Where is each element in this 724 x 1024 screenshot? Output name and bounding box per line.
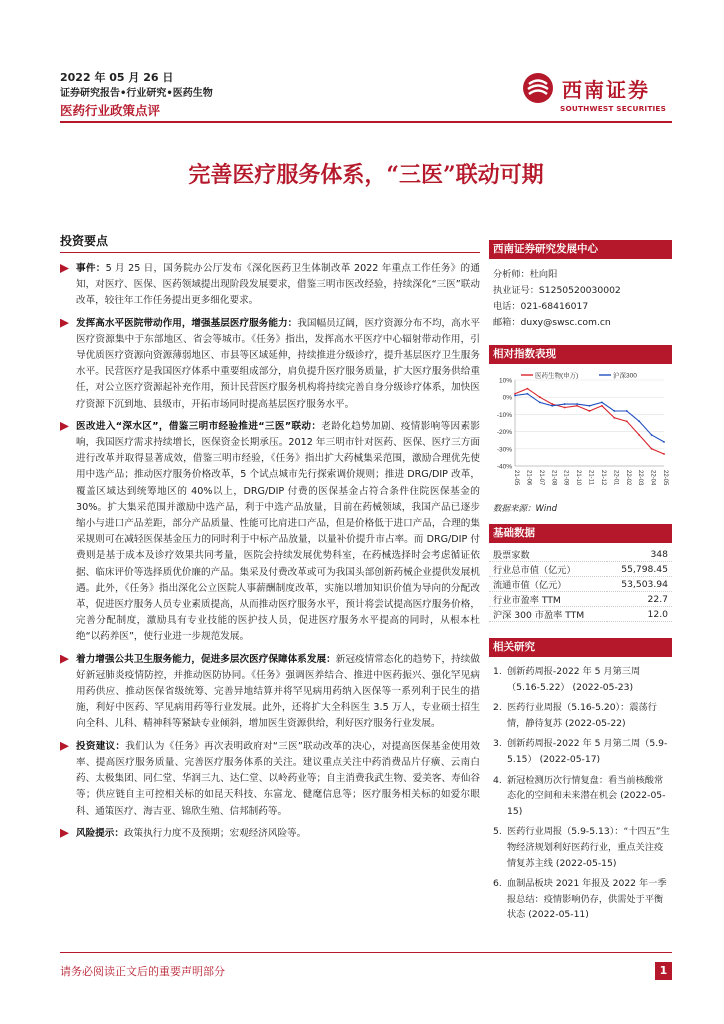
summary-paragraph [60, 826, 480, 842]
related-item-text: 新冠检测历次行情复盘：看当前核酸常态化的空间和未来潜在机会 (2022-05-15) [507, 774, 666, 817]
x-tick-label: 21-08 [550, 470, 557, 486]
row-label: 流通市值（亿元） [489, 577, 607, 592]
chart-heading: 相对指数表现 [489, 345, 672, 364]
company-logo [522, 70, 672, 122]
data-point [613, 410, 615, 412]
data-point [651, 434, 653, 436]
bullet-icon [60, 829, 69, 838]
related-item-number: 1. [493, 666, 502, 677]
report-date: 2022 年 05 月 26 日 [60, 71, 174, 84]
data-point [651, 448, 653, 450]
report-type: 医药行业政策点评 [60, 103, 161, 118]
row-value: 22.7 [607, 592, 672, 607]
related-item[interactable] [493, 773, 672, 820]
relative-index-chart [489, 370, 672, 498]
x-tick-label: 21-10 [575, 470, 582, 486]
footer-disclaimer[interactable]: 请务必阅读正文后的重要声明部分 [60, 965, 225, 978]
series-line [515, 394, 664, 442]
paragraph-text: 5 月 25 日，国务院办公厅发布《深化医药卫生体制改革 2022 年重点工作任务》的通知，对医疗、医保、医药领域提出现阶段发展要求，借鉴三明市医改经验，持续深化“三医”联动改革，较往年工作任务提出更多细化要求。 [76, 263, 480, 307]
row-value: 53,503.94 [607, 577, 672, 592]
data-point [564, 407, 566, 409]
row-value: 55,798.45 [607, 562, 672, 577]
summary-paragraph [60, 316, 480, 413]
data-point [601, 405, 603, 407]
legend-label: 医药生物(申万) [535, 372, 579, 380]
bullet-icon [60, 319, 69, 328]
x-tick-label: 21-05 [513, 470, 519, 486]
logo-text-cn: 西南证券 [562, 78, 650, 102]
research-center-heading: 西南证券研究发展中心 [489, 240, 672, 259]
related-research-heading: 相关研究 [489, 638, 672, 657]
y-tick-label: -20% [496, 429, 512, 437]
table-row [489, 592, 672, 607]
data-point [576, 405, 578, 407]
x-tick-label: 21-06 [525, 470, 532, 486]
investment-summary [60, 232, 480, 848]
analyst-phone: 电话：021-68416017 [493, 301, 589, 312]
x-tick-label: 22-02 [624, 470, 631, 486]
y-tick-label: 10% [498, 377, 512, 385]
related-item-text: 创新药周报-2022 年 5 月第三周（5.16-5.22） (2022-05-23) [507, 666, 641, 693]
data-point [589, 410, 591, 412]
report-category: 证券研究报告•行业研究•医药生物 [60, 88, 213, 99]
summary-heading: 投资要点 [60, 232, 480, 253]
x-tick-label: 22-03 [637, 470, 644, 486]
related-item-number: 5. [493, 826, 502, 838]
data-point [576, 403, 578, 405]
x-tick-label: 22-01 [612, 470, 619, 486]
data-point [663, 453, 665, 455]
data-point [626, 420, 628, 422]
table-row [489, 562, 672, 577]
chart-source: 数据来源：Wind [493, 504, 558, 514]
report-title: 完善医疗服务体系，“三医”联动可期 [188, 162, 544, 188]
paragraph-text: 政策执行力度不及预期；宏观经济风险等。 [123, 827, 307, 839]
data-point [527, 388, 529, 390]
x-tick-label: 21-12 [599, 470, 606, 486]
row-value: 12.0 [607, 607, 672, 622]
paragraph-lead: 发挥高水平医院带动作用，增强基层医疗服务能力： [76, 317, 298, 329]
x-tick-label: 21-11 [587, 470, 594, 485]
y-tick-label: -30% [496, 446, 512, 454]
related-item-number: 6. [493, 878, 502, 890]
related-item-number: 4. [493, 774, 502, 786]
table-row [489, 607, 672, 622]
legend-label: 沪深300 [613, 372, 637, 380]
analyst-license: 执业证号：S1250520030002 [493, 285, 621, 296]
summary-paragraph [60, 419, 480, 646]
summary-paragraph [60, 652, 480, 733]
data-point [551, 403, 553, 405]
y-tick-label: -10% [496, 411, 512, 419]
data-point [539, 396, 541, 398]
page-number: 1 [655, 962, 672, 980]
paragraph-lead: 医改进入“深水区”，借鉴三明市经验推进“三医”联动： [76, 420, 322, 432]
row-value: 348 [607, 547, 672, 562]
related-item-text: 医药行业周报（5.9-5.13）：“十四五”生物经济规划利好医药行业，重点关注疫情复苏主线 (2022-05-15) [507, 826, 670, 869]
analyst-name: 分析师：杜向阳 [493, 269, 558, 280]
data-point [527, 393, 529, 395]
row-label: 行业总市值（亿元） [489, 562, 607, 577]
summary-paragraph [60, 739, 480, 820]
paragraph-text: 老龄化趋势加剧、疫情影响等因素影响，我国医疗需求持续增长，医保资金长期承压。2012 年三明市针对医药、医保、医疗三方面进行改革并取得显著成效，借鉴三明市经验，《任务》指出扩大药械集采范围，激励合理优先使用中选产品；推动医疗服务价格改革，5 个试点城市先行探索调价规则；推进 DRG/DIP 改革，覆盖区域达到统筹地区的 40%以上，DRG/DIP 付费的医保基金占符合条件住院医保基金的 30%。扩大集采范围并激励中选产品，利于中选产品放量，目前在药械领域，我国产品已逐步缩小与进口产品差距，部分产品质量、性能可比肩进口产品，但是价格低于进口产品，合理的集采规则可在减轻医保基金压力的同时利于中标产品放量，以量补价提升市占率。而 DRG/DIP 付费则是基于成本及诊疗效果共同考量，医院会持续发展优势科室，在药械选择时会考虑循证依据、临床评价等选择质优价廉的产品。集采及付费改革或可为我国头部创新药械企业提供发展机遇。此外，《任务》指出深化公立医院人事薪酬制度改革，实施以增加知识价值为导向的分配改革，促进医疗服务人员专业素质提高，从而推动医疗服务水平，预计将尝试提高医疗服务价格，完善分配制度，激励具有专业技能的医护技人员，促进医疗服务水平提高的同时，从根本杜绝“以药养医”，使行业进一步规范发展。 [76, 420, 480, 643]
logo-mark-icon [522, 72, 554, 104]
data-point [663, 441, 665, 443]
data-point [514, 395, 516, 397]
data-point [601, 401, 603, 403]
data-point [589, 405, 591, 407]
x-tick-label: 22-04 [649, 470, 656, 486]
related-item[interactable] [493, 876, 672, 923]
paragraph-lead: 着力增强公共卫生服务能力，促进多层次医疗保障体系发展： [76, 653, 336, 665]
summary-paragraph [60, 261, 480, 310]
row-label: 股票家数 [489, 547, 607, 562]
data-point [551, 405, 553, 407]
paragraph-text: 我们认为《任务》再次表明政府对“三医”联动改革的决心，对提高医保基金使用效率、提高医疗服务质量、完善医疗服务体系的关注。建议重点关注中药消费品片仔癀、云南白药、太极集团、同仁堂、华润三九、达仁堂、以岭药业等；自主消费我武生物、爱美客、寿仙谷等；供应链自主可控相关标的如昆天科技、东富龙、健麾信息等；医疗服务相关标的如爱尔眼科、通策医疗、海吉亚、锦欣生殖、信邦制药等。 [76, 740, 480, 817]
data-point [539, 401, 541, 403]
bullet-icon [60, 422, 69, 431]
bullet-icon [60, 655, 69, 664]
y-tick-label: -40% [496, 463, 512, 471]
paragraph-text: 我国幅员辽阔，医疗资源分布不均，高水平医疗资源集中于东部地区、省会等城市。《任务》指出，发挥高水平医疗中心辐射带动作用，引导优质医疗资源向资源薄弱地区、市县等区域延伸，持续推进分级诊疗，提升基层医疗卫生服务水平。民营医疗是我国医疗体系中重要组成部分，肩负提升医疗服务质量，扩大医疗服务供给重任，对公立医疗资源起补充作用，预计民营医疗服务机构将持续完善自身分级诊疗体系，加快医疗资源下沉到地、县级市，开拓市场同时提高基层医疗服务水平。 [76, 317, 481, 410]
related-item[interactable] [493, 664, 672, 695]
summary-paragraphs [60, 261, 480, 842]
data-point [514, 393, 516, 395]
paragraph-text: 新冠疫情常态化的趋势下，持续做好新冠肺炎疫情防控，并推动医防协同。《任务》强调医养结合、推进中医药振兴、强化罕见病用药供应、推动医保省级统筹、完善异地结算并将罕见病用药纳入医保等一系列利于民生的措施，利好中医药、罕见病用药等行业发展。此外，还将扩大全科医生 3.5 万人，专业硕士招生向全科、儿科、精神科等紧缺专业倾斜，增加医生资源供给，利好医疗服务行业发展。 [76, 653, 481, 730]
header-divider [60, 121, 672, 123]
analyst-email[interactable]: 邮箱：duxy@swsc.com.cn [493, 317, 611, 328]
logo-text-en: SOUTHWEST SECURITIES [560, 104, 667, 113]
related-research-list [489, 657, 672, 923]
bullet-icon [60, 742, 69, 751]
related-item[interactable] [493, 824, 672, 871]
related-item[interactable] [493, 700, 672, 731]
data-point [626, 410, 628, 412]
related-item-number: 3. [493, 738, 502, 750]
row-label: 沪深 300 市盈率 TTM [489, 607, 607, 622]
sidebar [489, 240, 672, 928]
paragraph-lead: 投资建议： [76, 740, 126, 752]
data-point [638, 420, 640, 422]
related-item-text: 医药行业周报（5.16-5.20）：震荡行情，静待复苏 (2022-05-22) [507, 702, 657, 729]
data-point [613, 417, 615, 419]
basic-data-table [489, 547, 672, 622]
footer-divider [60, 952, 672, 953]
data-point [564, 403, 566, 405]
x-tick-label: 21-09 [562, 470, 569, 486]
related-item-text: 创新药周报-2022 年 5 月第二周（5.9-5.15） (2022-05-17) [507, 738, 668, 765]
row-label: 行业市盈率 TTM [489, 592, 607, 607]
chart-svg [489, 370, 672, 498]
x-tick-label: 22-05 [662, 470, 668, 486]
bullet-icon [60, 264, 69, 273]
related-item[interactable] [493, 736, 672, 767]
analyst-info [489, 259, 672, 331]
table-row [489, 577, 672, 592]
related-item-number: 2. [493, 702, 502, 714]
data-point [638, 434, 640, 436]
related-item-text: 血制品板块 2021 年报及 2022 年一季报总结：疫情影响仍存，供需处于平衡状态 (2022-05-11) [507, 878, 667, 921]
paragraph-lead: 风险提示： [76, 827, 124, 839]
basic-data-heading: 基础数据 [489, 524, 672, 543]
table-row [489, 547, 672, 562]
series-line [515, 389, 664, 454]
x-tick-label: 21-07 [537, 470, 544, 486]
y-tick-label: 0% [502, 394, 512, 402]
paragraph-lead: 事件： [76, 263, 106, 274]
